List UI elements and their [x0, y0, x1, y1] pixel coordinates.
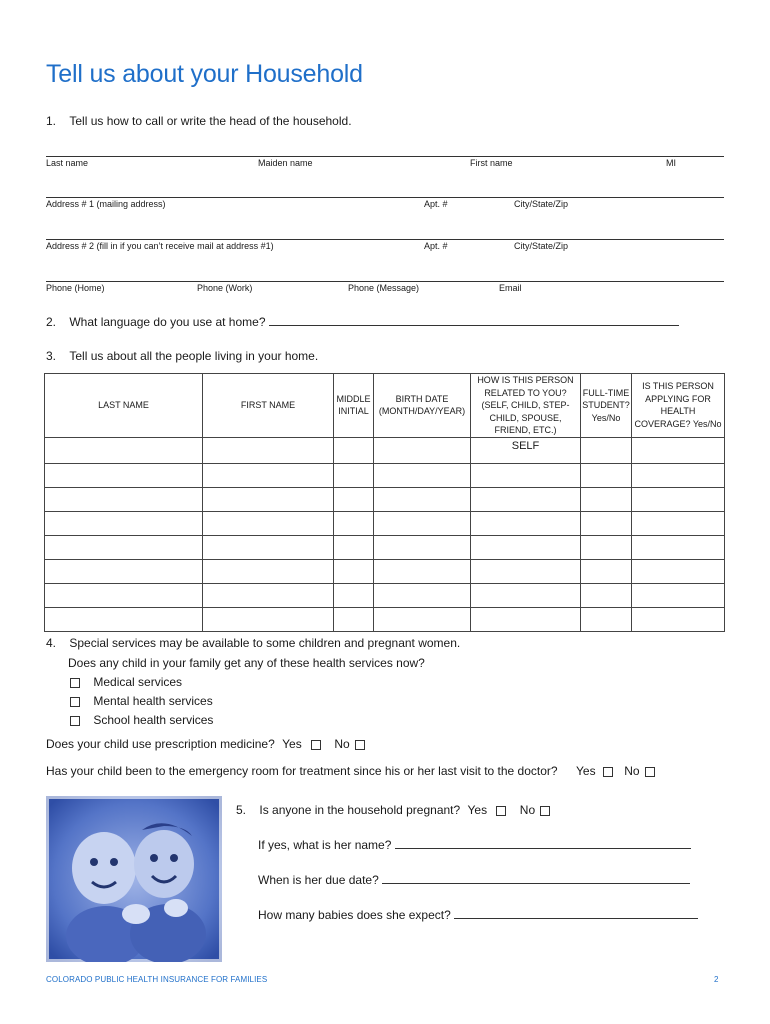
table-row — [45, 487, 725, 511]
cell[interactable] — [471, 559, 581, 583]
due-date-input-line[interactable] — [382, 883, 690, 884]
cell[interactable] — [45, 463, 203, 487]
phone-home-label: Phone (Home) — [46, 283, 105, 293]
no-label: No — [624, 764, 640, 778]
cell[interactable] — [374, 511, 471, 535]
cell[interactable] — [632, 463, 725, 487]
cell[interactable] — [632, 583, 725, 607]
question-number: 4. — [46, 636, 57, 650]
cell[interactable] — [581, 463, 632, 487]
last-name-label: Last name — [46, 158, 89, 168]
household-table — [44, 373, 725, 632]
children-photo — [46, 796, 222, 962]
question-text: Tell us about all the people living in your home. — [69, 349, 319, 363]
question-text: If yes, what is her name? — [258, 838, 392, 852]
option-label: Mental health services — [93, 694, 213, 708]
cell[interactable] — [374, 559, 471, 583]
cell[interactable] — [581, 437, 632, 463]
option-label: School health services — [93, 713, 214, 727]
checkbox[interactable] — [70, 678, 80, 688]
question-text: How many babies does she expect? — [258, 908, 451, 922]
option-mental-health[interactable] — [68, 694, 213, 708]
checkbox[interactable] — [70, 716, 80, 726]
cell[interactable] — [203, 437, 334, 463]
language-input-line[interactable] — [269, 325, 679, 326]
first-name-label: First name — [470, 158, 513, 168]
cell[interactable] — [334, 535, 374, 559]
cell[interactable] — [45, 535, 203, 559]
option-medical[interactable] — [68, 675, 182, 689]
city-state-zip-label: City/State/Zip — [514, 241, 569, 251]
er-answers — [576, 764, 657, 778]
address1-label: Address # 1 (mailing address) — [46, 199, 166, 209]
question-number: 5. — [236, 803, 247, 817]
self-cell: SELF — [471, 437, 581, 463]
address2-label: Address # 2 (fill in if you can’t receive mail at address #1) — [46, 241, 274, 251]
cell[interactable] — [581, 487, 632, 511]
question-5 — [236, 803, 552, 817]
col-last-name: LAST NAME — [45, 374, 203, 438]
no-checkbox[interactable] — [645, 767, 655, 777]
cell[interactable] — [45, 487, 203, 511]
cell[interactable] — [632, 607, 725, 631]
email-label: Email — [499, 283, 522, 293]
table-row — [45, 583, 725, 607]
page-title: Tell us about your Household — [46, 60, 363, 88]
question-text: Tell us how to call or write the head of the household. — [69, 114, 352, 128]
yes-label: Yes — [467, 803, 488, 817]
col-birth-date: BIRTH DATE (MONTH/DAY/YEAR) — [374, 374, 471, 438]
cell[interactable] — [45, 583, 203, 607]
cell[interactable] — [374, 583, 471, 607]
cell[interactable] — [334, 511, 374, 535]
question-text: Does your child use prescription medicine? — [46, 737, 275, 751]
cell[interactable] — [471, 511, 581, 535]
cell[interactable] — [471, 487, 581, 511]
cell[interactable] — [632, 535, 725, 559]
cell[interactable] — [203, 583, 334, 607]
cell[interactable] — [471, 607, 581, 631]
option-school-health[interactable] — [68, 713, 213, 727]
yes-checkbox[interactable] — [496, 806, 506, 816]
name-line[interactable] — [46, 156, 724, 157]
address2-line[interactable] — [46, 239, 724, 240]
question-number: 3. — [46, 349, 57, 363]
cell[interactable] — [203, 535, 334, 559]
col-middle-initial: MIDDLE INITIAL — [334, 374, 374, 438]
cell[interactable] — [471, 535, 581, 559]
question-text: Is anyone in the household pregnant? — [259, 803, 461, 817]
table-row — [45, 437, 725, 463]
table-row — [45, 559, 725, 583]
table-row — [45, 511, 725, 535]
cell[interactable] — [632, 437, 725, 463]
cell[interactable] — [203, 607, 334, 631]
name-input-line[interactable] — [395, 848, 691, 849]
mi-label: MI — [666, 158, 676, 168]
maiden-name-label: Maiden name — [258, 158, 313, 168]
cell[interactable] — [45, 511, 203, 535]
question-4-sub: Does any child in your family get any of these health services now? — [68, 656, 425, 670]
cell[interactable] — [632, 511, 725, 535]
pregnant-name-question — [258, 838, 691, 852]
prescription-question — [46, 737, 367, 751]
table-row — [45, 607, 725, 631]
cell[interactable] — [581, 535, 632, 559]
apt-label: Apt. # — [424, 241, 448, 251]
babies-question — [258, 908, 698, 922]
table-row — [45, 535, 725, 559]
yes-checkbox[interactable] — [311, 740, 321, 750]
due-date-question — [258, 873, 690, 887]
question-2 — [46, 315, 679, 329]
apt-label: Apt. # — [424, 199, 448, 209]
no-checkbox[interactable] — [540, 806, 550, 816]
yes-checkbox[interactable] — [603, 767, 613, 777]
cell[interactable] — [334, 487, 374, 511]
col-student: FULL-TIME STUDENT? Yes/No — [581, 374, 632, 438]
cell[interactable] — [203, 487, 334, 511]
no-label: No — [334, 737, 350, 751]
city-state-zip-label: City/State/Zip — [514, 199, 569, 209]
question-4 — [46, 636, 460, 650]
yes-label: Yes — [282, 737, 302, 751]
yes-label: Yes — [576, 764, 596, 778]
no-label: No — [519, 803, 536, 817]
option-label: Medical services — [93, 675, 183, 689]
question-3 — [46, 349, 318, 363]
babies-input-line[interactable] — [454, 918, 698, 919]
cell[interactable] — [334, 463, 374, 487]
col-coverage: IS THIS PERSON APPLYING FOR HEALTH COVERAGE? Yes/No — [632, 374, 725, 438]
cell[interactable] — [334, 583, 374, 607]
question-text: Special services may be available to some children and pregnant women. — [69, 636, 461, 650]
question-number: 1. — [46, 114, 57, 128]
cell[interactable] — [471, 583, 581, 607]
cell[interactable] — [581, 559, 632, 583]
cell[interactable] — [632, 487, 725, 511]
cell[interactable] — [203, 463, 334, 487]
phone-line[interactable] — [46, 281, 724, 282]
phone-message-label: Phone (Message) — [348, 283, 420, 293]
question-text: What language do you use at home? — [69, 315, 266, 329]
question-text: When is her due date? — [258, 873, 379, 887]
cell[interactable] — [581, 511, 632, 535]
no-checkbox[interactable] — [355, 740, 365, 750]
table-header-row — [45, 374, 725, 438]
cell[interactable] — [632, 559, 725, 583]
cell[interactable] — [374, 607, 471, 631]
footer-program-name: COLORADO PUBLIC HEALTH INSURANCE FOR FAMILIES — [46, 975, 268, 984]
cell[interactable] — [45, 437, 203, 463]
cell[interactable] — [203, 559, 334, 583]
page-number: 2 — [714, 975, 719, 984]
cell[interactable] — [203, 511, 334, 535]
phone-work-label: Phone (Work) — [197, 283, 253, 293]
children-photo-image — [46, 796, 222, 962]
cell[interactable] — [334, 437, 374, 463]
question-number: 2. — [46, 315, 57, 329]
cell[interactable] — [334, 607, 374, 631]
col-relation: HOW IS THIS PERSON RELATED TO YOU? (SELF, CHILD, STEP-CHILD, SPOUSE, FRIEND, ETC.) — [471, 374, 581, 438]
er-question: Has your child been to the emergency room for treatment since his or her last visit to the doctor? — [46, 764, 558, 778]
cell[interactable] — [471, 463, 581, 487]
cell[interactable] — [334, 559, 374, 583]
cell[interactable] — [45, 559, 203, 583]
cell[interactable] — [374, 437, 471, 463]
col-first-name: FIRST NAME — [203, 374, 334, 438]
cell[interactable] — [581, 607, 632, 631]
question-1 — [46, 114, 352, 128]
cell[interactable] — [374, 487, 471, 511]
cell[interactable] — [374, 463, 471, 487]
cell[interactable] — [45, 607, 203, 631]
table-row — [45, 463, 725, 487]
address1-line[interactable] — [46, 197, 724, 198]
checkbox[interactable] — [70, 697, 80, 707]
cell[interactable] — [374, 535, 471, 559]
cell[interactable] — [581, 583, 632, 607]
